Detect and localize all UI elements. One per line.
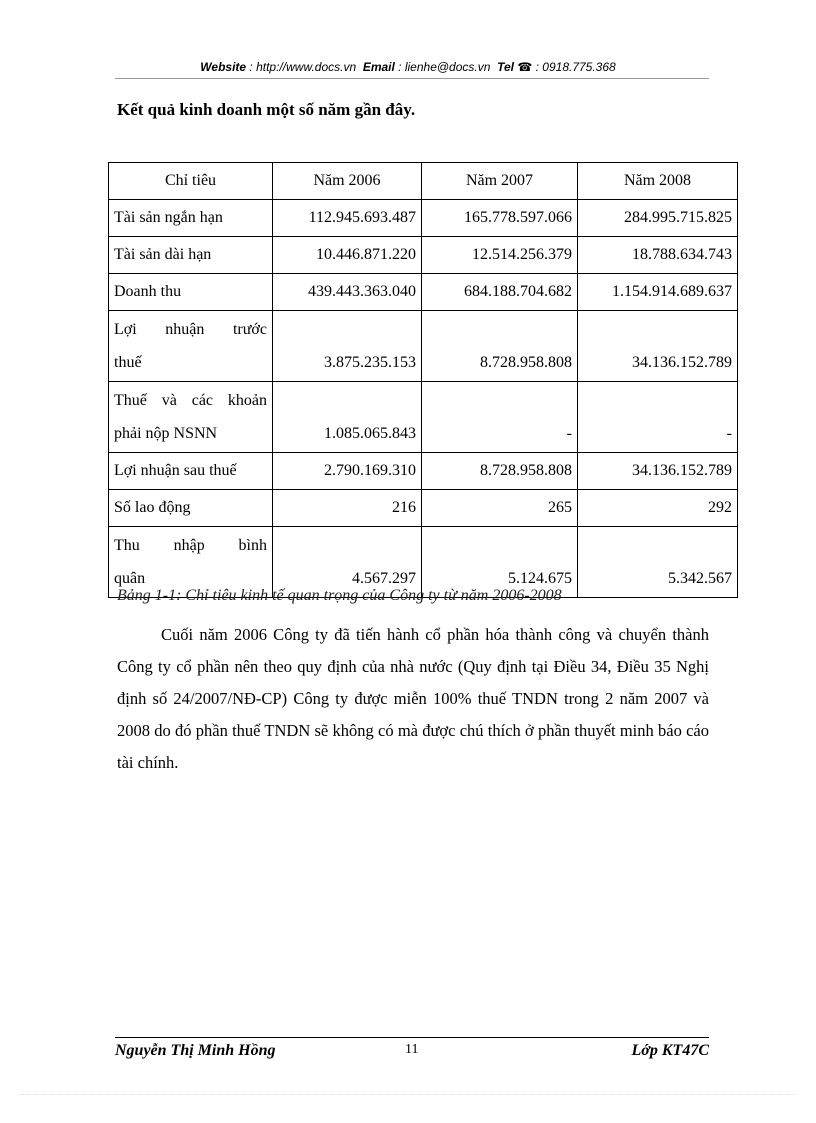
cell-2006: 3.875.235.153 <box>273 311 422 382</box>
cell-2008: 292 <box>578 490 738 527</box>
cell-2006: 216 <box>273 490 422 527</box>
cell-2006: 4.567.297 <box>273 527 422 598</box>
table-row <box>109 237 738 274</box>
row-label: Lợi nhuận sau thuế <box>109 453 273 490</box>
row-label-line1: Thu nhập bình <box>114 537 267 554</box>
section-title: Kết quả kinh doanh một số năm gần đây. <box>117 100 416 119</box>
cell-2008: 284.995.715.825 <box>578 200 738 237</box>
cell-2008: - <box>578 382 738 453</box>
row-label-line1: Thuế và các khoản <box>114 392 267 409</box>
email-label: Email <box>362 60 395 74</box>
cell-2008: 34.136.152.789 <box>578 311 738 382</box>
row-label-line2: thuế <box>114 354 142 371</box>
cell-2008: 1.154.914.689.637 <box>578 274 738 311</box>
cell-2008: 5.342.567 <box>578 527 738 598</box>
cell-2007: 265 <box>422 490 578 527</box>
paragraph-text: Cuối năm 2006 Công ty đã tiến hành cổ phần hóa thành công và chuyển thành Công ty cổ phần nên theo quy định của nhà nước (Quy định tại Điều 34, Điều 35 Nghị định số 24/2007/NĐ-CP) Công ty được miễn 100% thuế TNDN trong 2 năm 2007 và 2008 do đó phần thuế TNDN sẽ không có mà được chú thích ở phần thuyết minh báo cáo tài chính. <box>117 625 709 772</box>
table-row <box>109 490 738 527</box>
cell-2008: 34.136.152.789 <box>578 453 738 490</box>
cell-2007: 684.188.704.682 <box>422 274 578 311</box>
table-row <box>109 311 738 382</box>
table-header-row <box>109 163 738 200</box>
cell-2006: 1.085.065.843 <box>273 382 422 453</box>
footer-divider <box>115 1037 709 1038</box>
table-row <box>109 382 738 453</box>
row-label-line1: Lợi nhuận trước <box>114 321 267 338</box>
body-paragraph <box>117 619 709 779</box>
business-results-table <box>108 162 738 598</box>
page-number: 11 <box>405 1042 419 1057</box>
header-divider <box>115 78 709 79</box>
footer-class: Lớp KT47C <box>631 1042 709 1059</box>
column-header: Năm 2008 <box>578 163 738 200</box>
cell-2007: 5.124.675 <box>422 527 578 598</box>
cell-2007: 12.514.256.379 <box>422 237 578 274</box>
cell-2007: - <box>422 382 578 453</box>
row-label <box>109 382 273 453</box>
phone-icon: ☎ <box>517 60 533 74</box>
cell-2006: 2.790.169.310 <box>273 453 422 490</box>
table-row <box>109 274 738 311</box>
row-label: Số lao động <box>109 490 273 527</box>
cell-2006: 112.945.693.487 <box>273 200 422 237</box>
row-label: Tài sản dài hạn <box>109 237 273 274</box>
page-bottom-border <box>20 1094 796 1095</box>
email-value: : lienhe@docs.vn <box>398 60 491 74</box>
column-header: Năm 2006 <box>273 163 422 200</box>
column-header: Chỉ tiêu <box>109 163 273 200</box>
tel-label: Tel <box>497 60 514 74</box>
cell-2007: 8.728.958.808 <box>422 311 578 382</box>
table-row <box>109 453 738 490</box>
row-label-line2: phải nộp NSNN <box>114 425 218 442</box>
cell-2006: 439.443.363.040 <box>273 274 422 311</box>
cell-2006: 10.446.871.220 <box>273 237 422 274</box>
cell-2008: 18.788.634.743 <box>578 237 738 274</box>
website-url: : http://www.docs.vn <box>249 60 357 74</box>
website-label: Website <box>200 60 247 74</box>
page-header <box>0 60 816 74</box>
table-row <box>109 200 738 237</box>
tel-value: : 0918.775.368 <box>535 60 616 74</box>
row-label <box>109 311 273 382</box>
row-label: Tài sản ngắn hạn <box>109 200 273 237</box>
column-header: Năm 2007 <box>422 163 578 200</box>
row-label: Doanh thu <box>109 274 273 311</box>
row-label-line2: quân <box>114 570 146 587</box>
table-caption: Bảng 1-1: Chỉ tiêu kinh tế quan trọng của Công ty từ năm 2006-2008 <box>117 587 562 604</box>
cell-2007: 165.778.597.066 <box>422 200 578 237</box>
footer-author: Nguyễn Thị Minh Hồng <box>115 1042 276 1059</box>
cell-2007: 8.728.958.808 <box>422 453 578 490</box>
